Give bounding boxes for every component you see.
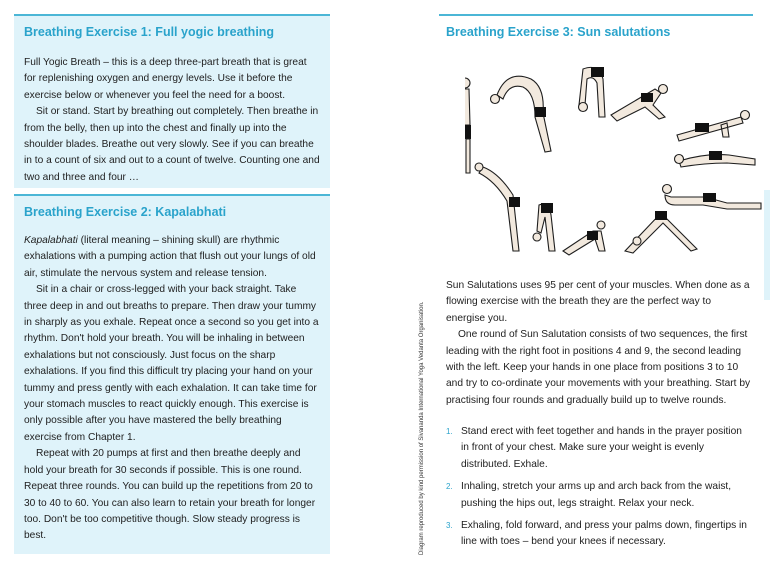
exercise2-rule (14, 194, 330, 196)
step-number: 1. (446, 427, 453, 436)
pose-1-figure (465, 78, 471, 173)
pose-6-figure (675, 151, 756, 167)
exercise1-paragraph-1: Full Yogic Breath – this is a deep three-part breath that is great for replenishing oxygen and energy levels. Use it before the exercise below or whenever you feel the need for a boost. (24, 57, 307, 101)
exercise3-rule (439, 14, 753, 16)
exercise2-title: Breathing Exercise 2: Kapalabhati (24, 205, 227, 219)
step-number: 3. (446, 521, 453, 531)
step-text: Stand erect with feet together and hands in the prayer position in front of your chest. Make sure your weight is evenly distributed. Exhale. (461, 426, 742, 470)
pose-11-figure (533, 203, 555, 251)
exercise1-body (24, 55, 320, 186)
exercise3-intro (446, 278, 752, 409)
sun-salutation-figures (465, 55, 765, 260)
pose-10-figure (563, 221, 605, 255)
step-item (446, 518, 751, 551)
pose-4-figure (611, 85, 668, 122)
pose-7-figure (663, 185, 762, 210)
exercise1-title: Breathing Exercise 1: Full yogic breathing (24, 25, 275, 39)
exercise1-paragraph-2: Sit or stand. Start by breathing out completely. Then breathe in from the belly, then up into the chest and finally up into the shoulder blades. Breathe out very slowly. See if you can breathe in to a count of six and out to a count of twelve. Counting one and two and three and four … (24, 106, 320, 183)
exercise3-paragraph-1: Sun Salutations uses 95 per cent of your muscles. When done as a flowing exercise with the breath they are the perfect way to energise you. (446, 280, 750, 324)
exercise2-paragraph-1-rest: (literal meaning – shining skull) are rhythmic exhalations with a pumping action that flush out your lungs of old air, stimulate the nervous system and release tension. (24, 235, 316, 279)
exercise2-paragraph-1 (24, 233, 320, 282)
step-item (446, 424, 751, 473)
exercise3-title: Breathing Exercise 3: Sun salutations (446, 25, 671, 39)
exercise2-paragraph-2: Sit in a chair or cross-legged with your back straight. Take three deep in and out breaths to prepare. Then draw your tummy in sharply as you exhale. Repeat once a second so you get into a rhythm. Don't hold your breath. You will be inhaling in between exhalations but not consciously. Just focus on the sharp exhalations. If you find this difficult try placing your hand on your tummy and press gently with each exhalation. It can take time for your stomach muscles to react quickly enough. This exercise is only possible after you have mastered the belly breathing exercise from Chapter 1. (24, 284, 319, 443)
pose-2-figure (491, 76, 552, 152)
diagram-credit: Diagram reproduced by kind permission of Sivananda International Yoga Vedanta Organisation. (419, 301, 425, 555)
exercise2-paragraph-3: Repeat with 20 pumps at first and then breathe deeply and hold your breath for 30 seconds if possible. This is one round. Repeat three rounds. You can build up the repetitions from 20 to 30 to 40 to 60. You can also learn to retain your breath for longer too. Don't be too competitive though. Slow steady progress is best. (24, 448, 316, 542)
exercise1-rule (14, 14, 330, 16)
pose-12-figure (475, 163, 520, 251)
step-number: 2. (446, 482, 453, 492)
exercise3-paragraph-2: One round of Sun Salutation consists of two sequences, the first leading with the right foot in positions 4 and 9, the second leading with the left. Keep your hands in one place from positions 3 to 10 and try to co-ordinate your movements with your breathing. Start by practising four rounds and gradually build up to twelve rounds. (446, 329, 751, 406)
page-edge-tab (764, 190, 770, 300)
pose-9-figure (625, 211, 697, 253)
kapalabhati-term: Kapalabhati (24, 235, 78, 246)
sun-salutation-steps (446, 424, 751, 557)
pose-3-figure (579, 67, 606, 117)
step-text: Inhaling, stretch your arms up and arch back from the waist, pushing the hips out, legs straight. Relax your neck. (461, 481, 732, 509)
step-text: Exhaling, fold forward, and press your palms down, fingertips in line with toes – bend your knees if necessary. (461, 520, 747, 548)
pose-5-figure (677, 111, 750, 142)
step-item (446, 479, 751, 512)
exercise2-body (24, 233, 320, 545)
sun-salutation-illustration (465, 55, 765, 260)
